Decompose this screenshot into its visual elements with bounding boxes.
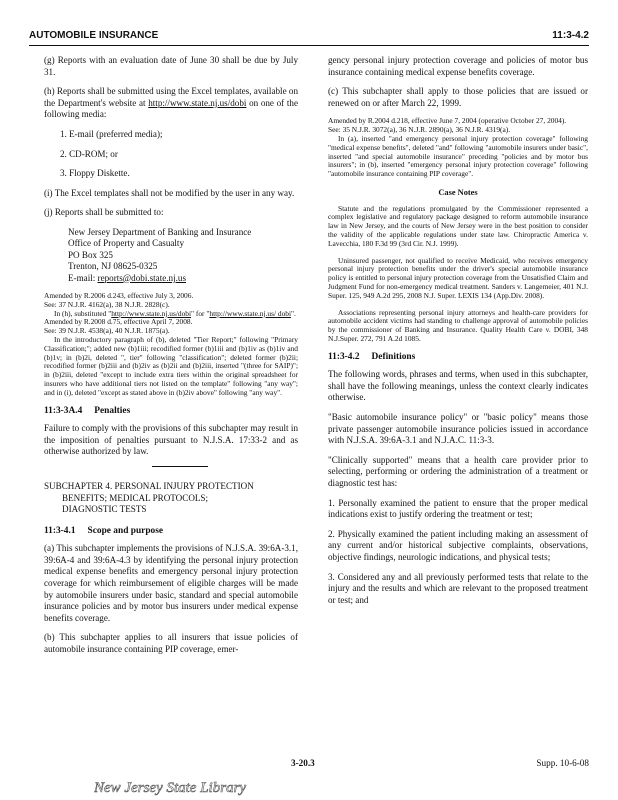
case-note: Uninsured passenger, not qualified to receive Medicaid, who receives emergency personal injury protection benefits under the driver's special automobile insurance policy is entitled to personal injury protection coverage from the Unsatisfied Claim and Judgment Fund for non-emergency medical treatment. Sanders v. Langemeier, 401 N.J. Super. 125, 949 A.2d 295, 2008 N.J. Super. LEXIS 134 (App.Div. 2008). xyxy=(328,255,588,300)
scope-para-a: (a) This subchapter implements the provisions of N.J.S.A. 39:6A-3.1, 39:6A-4 and 39:6A-4.3 by identifying the personal injury protection medical expense benefits and emergency personal injury protection coverage for which reimbursement of eligible charges will be made by automobile insurers under basic, standard and special automobile insurance policies and by motor bus insurers under medical expense benefits coverage. xyxy=(44,543,298,623)
penalties-text: Failure to comply with the provisions of this subchapter may result in the imposition of penalties pursuant to N.J.S.A. 17:33-2 and as otherwise authorized by law. xyxy=(44,423,298,457)
media-item-cdrom: 2. CD-ROM; or xyxy=(60,148,118,159)
case-note: Associations representing personal injury attorneys and health-care providers for automobile accident victims had standing to challenge approval of automobile policies by the commissioner of Banking and Insurance. Quality Health Care v. DOBI, 348 N.J.Super. 272, 791 A.2d 1085. xyxy=(328,307,588,343)
criteria-item: 2. Physically examined the patient including making an assessment of any current and/or historical subjective complaints, observations, objective findings, neurologic indications, and physical tests; xyxy=(328,528,588,563)
right-column xyxy=(328,55,588,614)
library-stamp xyxy=(94,777,264,797)
history-link-new[interactable]: http://www.state.nj.us/dobi xyxy=(111,308,192,318)
running-header xyxy=(29,30,589,44)
media-item-email: 1. E-mail (preferred media); xyxy=(60,128,163,139)
scope-para-b: (b) This subchapter applies to all insurers that issue policies of automobile insurance containing PIP coverage, emer- xyxy=(44,632,298,655)
history-note-2006: Amended by R.2006 d.243, effective July 3, 2006. See: 37 N.J.R. 4162(a), 38 N.J.R. 2828(c). In (h), substituted "http://www.state.nj.us/dobi" for "http://www.state.nj.us/ dobi". xyxy=(44,290,296,318)
history-note-2004: Amended by R.2004 d.218, effective June 7, 2004 (operative October 27, 2004). See: 35 N.J.R. 3072(a), 36 N.J.R. 2890(a), 36 N.J.R. 4319(a). In (a), inserted "and emergency personal injury protection coverage" following "medical expense benefits", deleted "and" following "automobile insurers under basic", inserted "and special automobile insurance" preceding "policies and by motor bus insurers"; in (b), inserted "emergency personal injury protection coverage" following "automobile insurance containing PIP coverage". xyxy=(328,116,588,179)
case-note: Statute and the regulations promulgated by the Commissioner represented a complex legislative and regulatory package designed to reform automobile insurance law in New Jersey, and the courts of New Jersey were in the best position to consider the validity of the applicable regulations under state law. Chiropractic America v. Lavecchia, 180 F.3d 99 (3rd Cir. N.J. 1999). xyxy=(328,203,588,248)
para-i: (i) The Excel templates shall not be modified by the user in any way. xyxy=(44,187,295,198)
section-heading-penalties: 11:3-3A.4 Penalties xyxy=(44,405,131,416)
header-section: 11:3-4.2 xyxy=(552,30,589,41)
page-number: 3-20.3 xyxy=(291,758,315,768)
definitions-intro: The following words, phrases and terms, when used in this subchapter, shall have the following meanings, unless the context clearly indicates otherwise. xyxy=(328,369,588,403)
email-link[interactable]: reports@dobi.state.nj.us xyxy=(97,272,186,283)
history-note-2008: Amended by R.2008 d.75, effective April 7, 2008. See: 39 N.J.R. 4538(a), 40 N.J.R. 1875(a). In the introductory paragraph of (b), deleted "Tier Report;" following "Primary Classification;"; added new (b)1iii; recodified former (b)1iii and (b)1iv as (b)1iv and (b)1v; in (b)2i, deleted ", tier" following "classification"; deleted former (b)2ii; recodified former (b)2iii and (b)2iv as (b)2ii and (b)2iii, inserted "(three for SAIP)"; in (b)2iii, deleted "except to include extra tiers within the original spreadsheet for insurers who have additional tiers not listed on the template" following "any way"; and in (i), deleted "except as stated above in (b)2iv above" following "any way". xyxy=(44,317,298,397)
scope-para-c: (c) This subchapter shall apply to those policies that are issued or renewed on or after March 22, 1999. xyxy=(328,86,588,108)
left-column xyxy=(44,55,298,664)
para-g: (g) Reports with an evaluation date of June 30 shall be due by July 31. xyxy=(44,55,298,77)
header-title: AUTOMOBILE INSURANCE xyxy=(29,30,159,41)
address-line: Office of Property and Casualty xyxy=(68,238,184,249)
criteria-item: 3. Considered any and all previously performed tests that relate to the injury and the results and which are relevant to the proposed treatment or test; and xyxy=(328,571,588,605)
address-line: PO Box 325 xyxy=(68,249,113,260)
mailing-address xyxy=(68,227,298,284)
definition-clinically-supported: "Clinically supported" means that a health care provider prior to selecting, performing or ordering the administration of a treatment or diagnostic test has: xyxy=(328,454,588,489)
address-line: Trenton, NJ 08625-0325 xyxy=(68,261,158,272)
criteria-item: 1. Personally examined the patient to ensure that the proper medical indications exist to justify ordering the treatment or test; xyxy=(328,497,588,520)
header-rule xyxy=(29,45,589,46)
address-line: New Jersey Department of Banking and Insurance xyxy=(68,226,252,237)
address-email: E-mail: reports@dobi.state.nj.us xyxy=(68,272,186,283)
supplement-date: Supp. 10-6-08 xyxy=(536,758,589,768)
para-h: (h) Reports shall be submitted using the Excel templates, available on the Department's website at http://www.state.nj.us/dobi on one of the following media: xyxy=(44,86,298,120)
subchapter-heading: SUBCHAPTER 4. PERSONAL INJURY PROTECTION BENEFITS; MEDICAL PROTOCOLS; DIAGNOSTIC TESTS xyxy=(44,480,254,515)
definition-basic-policy: "Basic automobile insurance policy" or "basic policy" means those private passenger automobile insurance policies issued in accordance with N.J.S.A. 39:6A-3.1 and N.J.A.C. 11:3-3. xyxy=(328,412,588,446)
case-notes-title: Case Notes xyxy=(438,187,478,197)
section-heading-definitions: 11:3-4.2 Definitions xyxy=(328,351,416,362)
svg-text:New Jersey State Library: New Jersey State Library xyxy=(94,780,247,796)
scope-para-b-cont: gency personal injury protection coverage and policies of motor bus insurance containing medical expense benefits coverage. xyxy=(328,55,588,77)
divider xyxy=(152,466,208,467)
para-j: (j) Reports shall be submitted to: xyxy=(44,207,164,218)
history-link-old[interactable]: http://www.state.nj.us/ dobi xyxy=(209,308,292,318)
section-heading-scope: 11:3-4.1 Scope and purpose xyxy=(44,525,164,536)
media-item-floppy: 3. Floppy Diskette. xyxy=(60,168,130,179)
dobi-link[interactable]: http://www.state.nj.us/dobi xyxy=(148,97,247,108)
